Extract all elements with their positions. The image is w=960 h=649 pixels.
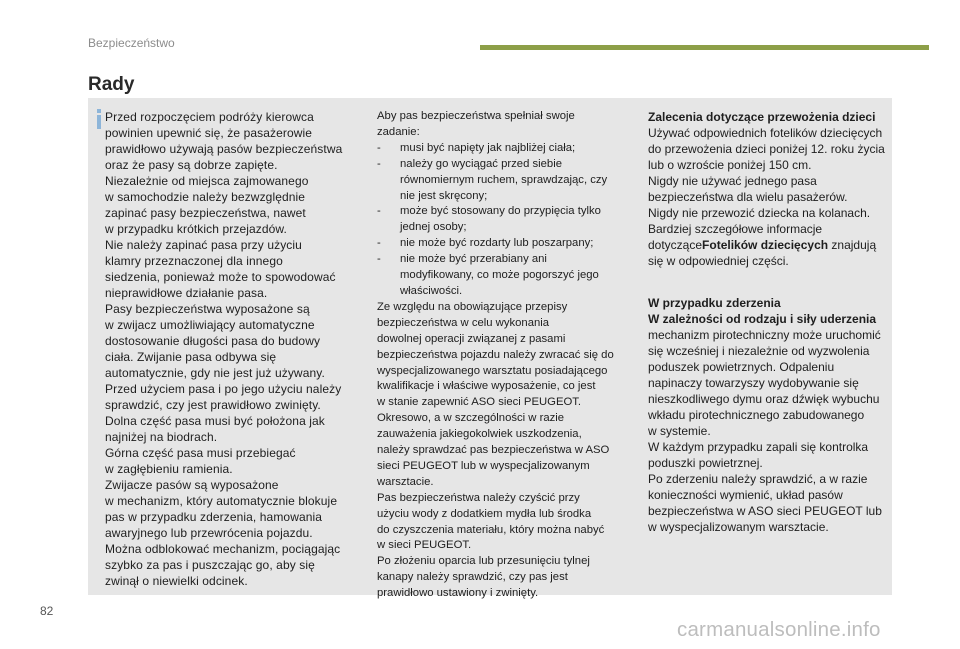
text-line: Nigdy nie przewozić dziecka na kolanach. [648,206,871,220]
text-line: lub o wzroście poniżej 150 cm. [648,158,812,172]
section-title: Bezpieczeństwo [88,36,175,50]
text-line: się wcześniej i niezależnie od wyzwolenia [648,344,870,358]
bullet-marker [377,268,400,284]
bullet-item [377,284,622,300]
bullet-item [377,252,622,268]
text-line: warsztacie. [377,475,434,488]
text-line: Przed rozpoczęciem podróży kierowca [105,110,314,124]
bullet-item [377,173,622,189]
text-line: prawidłowo ustawiony i zwinięty. [377,587,539,600]
text-line: poduszki powietrznej. [648,456,763,470]
text-line: automatycznie, gdy nie jest już używany. [105,366,325,380]
bullet-text: może być stosowany do przypięcia tylko [400,205,601,218]
text-line: siedzenia, ponieważ może to spowodować [105,270,336,284]
text-line: Aby pas bezpieczeństwa spełniał swoje [377,110,575,122]
text-line: oraz że pasy są dobrze zapięte. [105,158,278,172]
bullet-text: jednej osoby; [400,221,467,234]
text-line: bezpieczeństwa dla wielu pasażerów. [648,190,848,204]
text-line: użyciu wody z dodatkiem mydła lub środka [377,507,592,520]
bullet-marker [377,220,400,236]
text-line: dostosowanie długości pasa do budowy [105,334,321,348]
info-icon [95,109,102,129]
text-line: Zwijacze pasów są wyposażone [105,478,279,492]
page-heading: Rady [88,74,135,95]
text-line: najniżej na biodrach. [105,430,218,444]
text-line: w samochodzie należy bezwzględnie [105,190,306,204]
children-reference-line: dotycząceFotelików dziecięcych znajdują [648,238,877,252]
text-line: Używać odpowiednich fotelików dziecięcych [648,126,883,140]
text-line: sprawdzić, czy jest prawidłowo zwinięty. [105,398,321,412]
text-line: nieprawidłowe działanie pasa. [105,286,268,300]
text-line: Przed użyciem pasa i po jego użyciu należy [105,382,342,396]
text-line: ciała. Zwijanie pasa odbywa się [105,350,277,364]
text-line: Bardziej szczegółowe informacje [648,222,823,236]
text-line: Pasy bezpieczeństwa wyposażone są [105,302,310,316]
column-2 [377,109,622,602]
text-line: bezpieczeństwa w ASO sieci PEUGEOT lub [648,504,882,518]
text-line: prawidłowo używają pasów bezpieczeństwa [105,142,343,156]
text-line: w sieci PEUGEOT. [377,539,472,552]
text-line: należy sprawdzać pas bezpieczeństwa w ASO [377,444,610,457]
text-line: szybko za pas i puszczając go, aby się [105,558,315,572]
bullet-marker [377,189,400,205]
text-line: wkładu pirotechnicznego zabudowanego [648,408,865,422]
text-line: pas w przypadku zderzenia, hamowania [105,510,323,524]
text-line: w przypadku krótkich przejazdów. [105,222,287,236]
text-line: zadanie: [377,125,420,138]
text-line: mechanizm pirotechniczny może uruchomić [648,328,881,342]
text-line: napinaczy towarzyszy wydobywanie się [648,376,859,390]
bullet-marker: - [377,237,381,250]
text-line: w zagłębieniu ramienia. [105,462,233,476]
text-line: w mechanizm, który automatycznie blokuje [105,494,338,508]
bullet-item [377,204,622,220]
text-line: Okresowo, a w szczególności w razie [377,412,565,425]
bullet-marker: - [377,141,381,154]
text-line: wyspecjalizowanego warsztatu posiadającego [377,364,608,377]
bullet-marker: - [377,205,381,218]
children-section-title: Zalecenia dotyczące przewożenia dzieci [648,110,876,124]
header-accent-bar [480,45,929,50]
text-line: kwalifikacje i właściwe wyposażenie, co jest [377,380,596,393]
bullet-item [377,189,622,205]
text-line: w zwijacz umożliwiający automatyczne [105,318,315,332]
text-line: Dolna część pasa musi być położona jak [105,414,325,428]
bullet-text: nie jest skręcony; [400,189,488,202]
children-final-line: się w odpowiedniej części. [648,254,789,268]
text-line: sieci PEUGEOT lub w wyspecjalizowanym [377,459,590,472]
bullet-text: właściwości. [400,284,463,297]
text-line: klamry przeznaczonej dla innego [105,254,283,268]
bullet-text: nie może być przerabiany ani [400,253,547,266]
text-line: w stanie zapewnić ASO sieci PEUGEOT. [377,396,582,409]
text-line: w systemie. [648,424,711,438]
bullet-text: należy go wyciągać przed siebie [400,157,563,170]
accident-section-subtitle: W zależności od rodzaju i siły uderzenia [648,312,877,326]
text-line: do czyszczenia materiału, który można nabyć [377,523,605,536]
text-line: konieczności wymienić, układ pasów [648,488,843,502]
text-line: Można odblokować mechanizm, pociągając [105,542,341,556]
column-3 [648,109,888,535]
bullet-marker: - [377,253,381,266]
text-line: Górna część pasa musi przebiegać [105,446,296,460]
text-line: Nie należy zapinać pasa przy użyciu [105,238,302,252]
bullet-marker [377,284,400,300]
text-line: Pas bezpieczeństwa należy czyścić przy [377,491,580,504]
text-line: Po złożeniu oparcia lub przesunięciu tylnej [377,555,590,568]
page-number: 82 [40,604,54,618]
bullet-item [377,141,622,157]
bullet-text: nie może być rozdarty lub poszarpany; [400,237,594,250]
text-line: bezpieczeństwa pojazdu należy zwracać się do [377,348,614,361]
text-line: Niezależnie od miejsca zajmowanego [105,174,309,188]
bullet-text: musi być napięty jak najbliżej ciała; [400,141,576,154]
text-line: poduszek powietrznych. Odpaleniu [648,360,835,374]
text-line: do przewożenia dzieci poniżej 12. roku życia [648,142,885,156]
bullet-marker: - [377,157,381,170]
text-line: nieszkodliwego dymu oraz dźwięk wybuchu [648,392,880,406]
watermark: carmanualsonline.info [677,618,881,641]
text-line: Po zderzeniu należy sprawdzić, a w razie [648,472,868,486]
bullet-item [377,268,622,284]
accident-section-title: W przypadku zderzenia [648,296,781,310]
text-line: awaryjnego lub przewrócenia pojazdu. [105,526,313,540]
text-line: Nigdy nie używać jednego pasa [648,174,817,188]
text-line: zapinać pasy bezpieczeństwa, nawet [105,206,306,220]
text-line: zauważenia jakiegokolwiek uszkodzenia, [377,428,582,441]
bullet-text: modyfikowany, co może pogorszyć jego [400,269,599,282]
child-seats-link-text: Fotelików dziecięcych [702,238,829,252]
text-line: dowolnej operacji związanej z pasami [377,332,566,345]
bullet-text: równomiernym ruchem, sprawdzając, czy [400,173,608,186]
text-line: zwinął o niewielki odcinek. [105,574,248,588]
text-line: W każdym przypadku zapali się kontrolka [648,440,869,454]
text-line: Ze względu na obowiązujące przepisy [377,300,568,313]
bullet-marker [377,173,400,189]
bullet-item [377,220,622,236]
bullet-item [377,236,622,252]
text-line: bezpieczeństwa w celu wykonania [377,316,550,329]
column-1 [105,109,345,589]
text-line: w wyspecjalizowanym warsztacie. [648,520,829,534]
bullet-item [377,157,622,173]
text-line: powinien upewnić się, że pasażerowie [105,126,313,140]
text-line: kanapy należy sprawdzić, czy pas jest [377,571,568,584]
